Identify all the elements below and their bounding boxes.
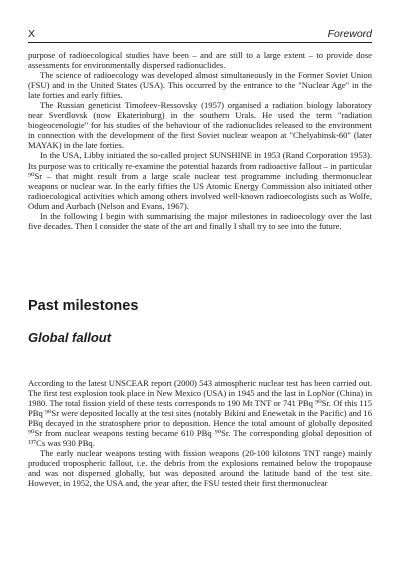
running-head-title: Foreword — [327, 28, 372, 40]
paragraph: purpose of radioecological studies have been – and are still to a large extent – to provide dose assessments for environmentally dispersed radionuclides. — [28, 50, 372, 71]
intro-text — [28, 50, 372, 231]
section-heading: Past milestones — [28, 298, 139, 314]
global-fallout-text — [28, 378, 372, 489]
running-head — [28, 26, 372, 40]
header-rule — [28, 42, 372, 43]
page-number: X — [28, 28, 36, 40]
paragraph: The early nuclear weapons testing with fission weapons (20-100 kilotons TNT range) mainly produced tropospheric fallout, i.e. the debris from the explosions remained below the tropopause and was not dispersed globally, but was deposited around the latitude band of the test site. However, in 1952, the USA and, the year after, the FSU tested their first thermonuclear — [28, 448, 372, 489]
subsection-heading: Global fallout — [28, 330, 112, 345]
paragraph: In the following I begin with summarising the major milestones in radioecology over the last five decades. Then I consider the state of the art and finally I shall try to see into the future. — [28, 210, 372, 231]
paragraph: The science of radioecology was developed almost simultaneously in the Former Soviet Union (FSU) and in the United States (USA). This occurred by the entrance to the "Nuclear Age" in the late forties and early fifties. — [28, 70, 372, 101]
paragraph: The Russian geneticist Timofeev-Ressovsky (1957) organised a radiation biology laboratory near Sverdlovsk (now Ekaterinburg) in the southern Urals. He used the term "radiation biogeocenologie" for his studies of the behaviour of the radionuclides released to the environment in connection with the development of the first Soviet nuclear weapon at "Chelyabinsk-60" (later MAYAK) in the late forties. — [28, 100, 372, 151]
paragraph: In the USA, Libby initiated the so-called project SUNSHINE in 1953 (Rand Corporation 1953). Its purpose was to critically re-examine the potential hazards from radioactive fallout – in particular ⁹⁰Sr – that might result from a large scale nuclear test programme including thermonuclear weapons or nuclear war. In the early fifties the US Atomic Energy Commission also initiated other radioecological activities which among others involved well-known radioecologists such as Wolfe, Odum and Aurbach (Nelson and Evans, 1967). — [28, 150, 372, 211]
paragraph: According to the latest UNSCEAR report (2000) 543 atmospheric nuclear test has been carried out. The first test explosion took place in New Mexico (USA) in 1945 and the last in LopNor (China) in 1980. The total fission yield of these tests corresponds to 190 Mt TNT or 741 PBq ⁹⁰Sr. Of this 115 PBq ⁹⁰Sr were deposited locally at the test sites (notably Bikini and Enewetak in the Pacific) and 16 PBq decayed in the stratosphere prior to deposition. Hence the total amount of globally deposited ⁹⁰Sr from nuclear weapons testing became 610 PBq ⁹⁰Sr. The corresponding global deposition of ¹³⁷Cs was 930 PBq. — [28, 378, 372, 449]
